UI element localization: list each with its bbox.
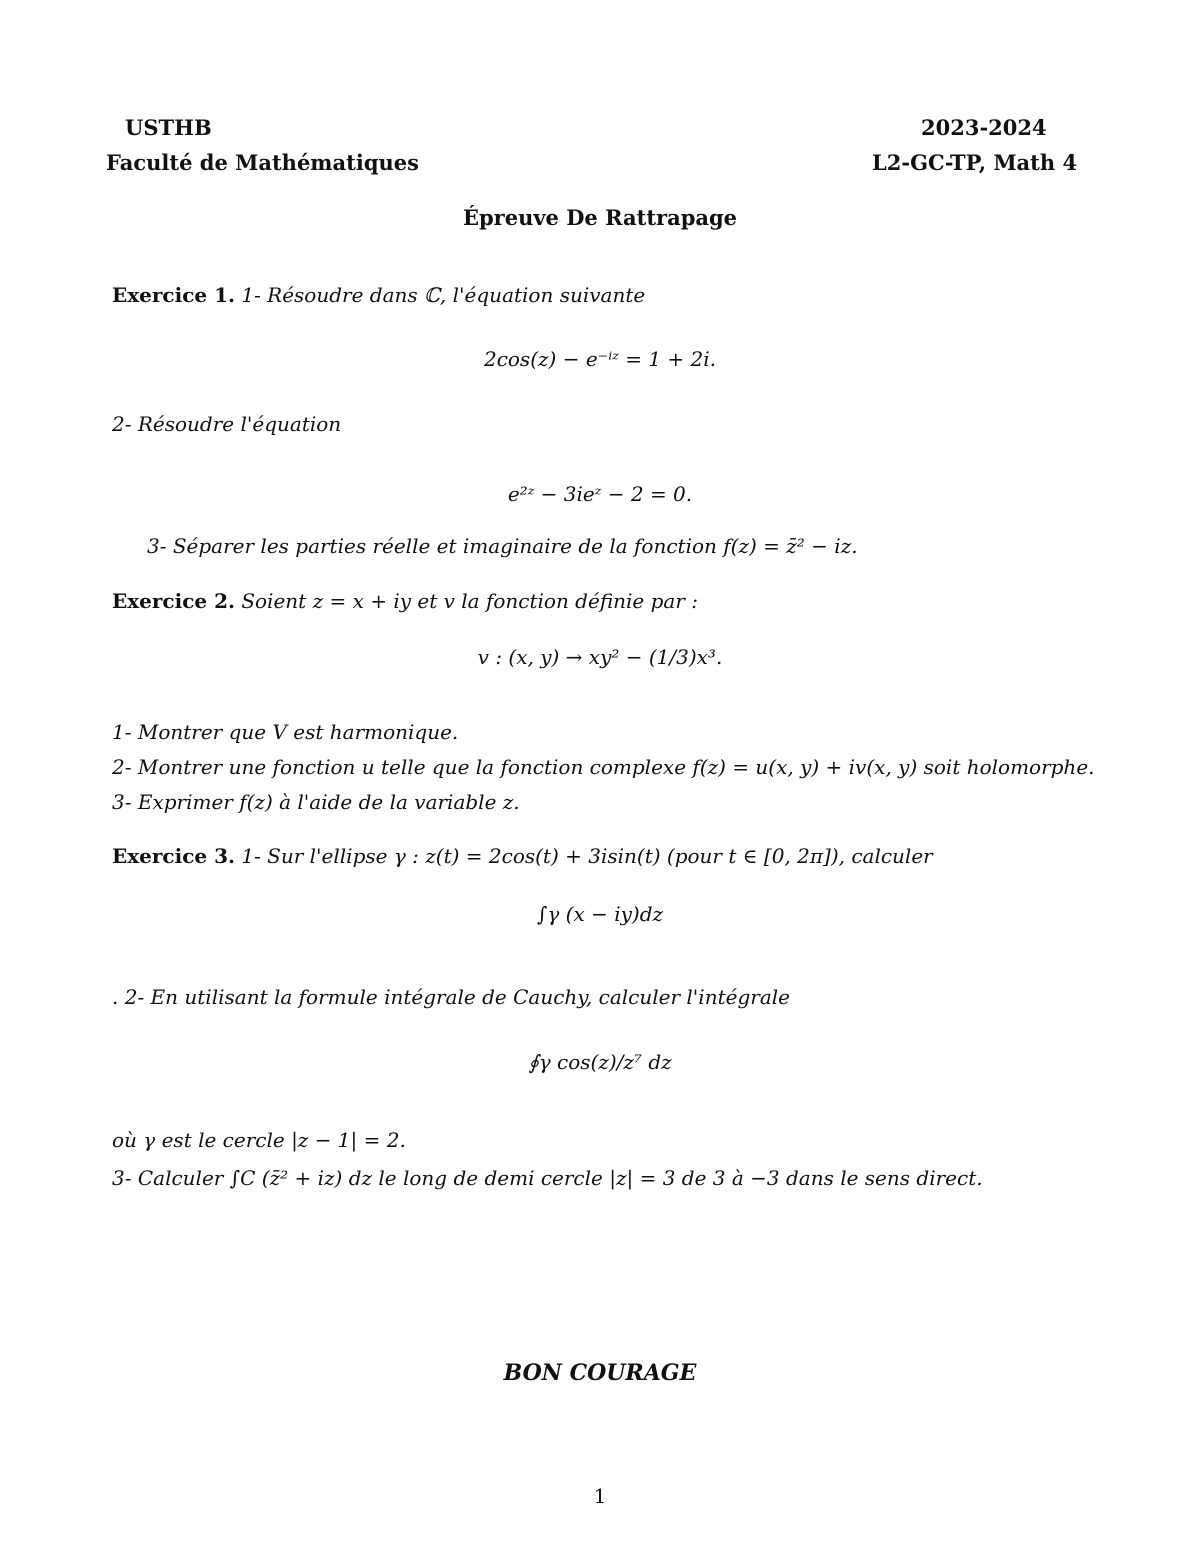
exercise1-eq2 bbox=[0, 482, 1200, 506]
exercise1-label: Exercice 1. bbox=[112, 283, 235, 307]
exercise2-intro-line bbox=[112, 589, 698, 613]
exercise3-circle: où γ est le cercle |z − 1| = 2. bbox=[112, 1128, 406, 1152]
exercise3-int1-text: ∫γ (x − iy)dz bbox=[536, 902, 664, 926]
exercise1-q1-line bbox=[112, 283, 645, 307]
page-title: Épreuve De Rattrapage bbox=[462, 205, 738, 230]
exercise3-q1-line bbox=[112, 844, 933, 868]
university-name: USTHB bbox=[125, 115, 212, 140]
exercise1-eq1 bbox=[0, 347, 1200, 371]
course-name: L2-GC-TP, Math 4 bbox=[872, 150, 1078, 175]
exercise2-eq-text: v : (x, y) → xy² − (1/3)x³. bbox=[477, 645, 723, 669]
exercise1-q1: 1- Résoudre dans ℂ, l'équation suivante bbox=[241, 283, 646, 307]
faculty-name: Faculté de Mathématiques bbox=[106, 150, 419, 175]
exercise3-int2 bbox=[0, 1050, 1200, 1074]
exercise1-q2: 2- Résoudre l'équation bbox=[112, 412, 342, 436]
exercise2-eq bbox=[0, 645, 1200, 669]
exercise3-label: Exercice 3. bbox=[112, 844, 235, 868]
exercise1-eq2-text: e²ᶻ − 3ieᶻ − 2 = 0. bbox=[507, 482, 693, 506]
exercise3-int2-text: ∮γ cos(z)/z⁷ dz bbox=[528, 1050, 672, 1074]
exercise2-q1: 1- Montrer que V est harmonique. bbox=[112, 720, 459, 744]
exercise3-q2: . 2- En utilisant la formule intégrale de Cauchy, calculer l'intégrale bbox=[112, 985, 790, 1009]
exercise3-q1: 1- Sur l'ellipse γ : z(t) = 2cos(t) + 3isin(t) (pour t ∈ [0, 2π]), calculer bbox=[241, 844, 933, 868]
exercise1-eq1-text: 2cos(z) − e⁻ⁱᶻ = 1 + 2i. bbox=[483, 347, 717, 371]
exercise3-int1 bbox=[0, 902, 1200, 926]
exercise2-q2: 2- Montrer une fonction u telle que la fonction complexe f(z) = u(x, y) + iv(x, y) soit holomorphe. bbox=[112, 755, 1095, 779]
exercise2-q3: 3- Exprimer f(z) à l'aide de la variable z. bbox=[112, 790, 520, 814]
page-number: 1 bbox=[593, 1484, 607, 1508]
closing-message: BON COURAGE bbox=[503, 1360, 697, 1386]
academic-year: 2023-2024 bbox=[921, 115, 1047, 140]
exercise2-intro: Soient z = x + iy et v la fonction définie par : bbox=[241, 589, 699, 613]
exercise3-q3: 3- Calculer ∫C (z̄² + iz) dz le long de demi cercle |z| = 3 de 3 à −3 dans le sens direct. bbox=[112, 1166, 983, 1190]
exercise2-label: Exercice 2. bbox=[112, 589, 235, 613]
exercise1-q3: 3- Séparer les parties réelle et imaginaire de la fonction f(z) = z̄² − iz. bbox=[147, 534, 858, 558]
